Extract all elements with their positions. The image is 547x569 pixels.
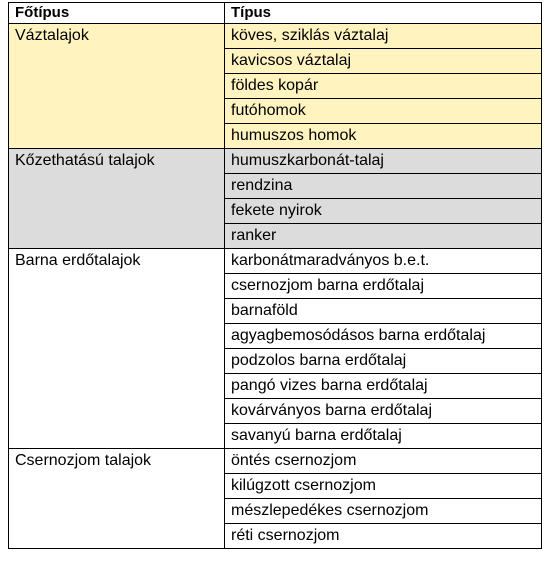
table-row — [9, 449, 542, 474]
type-cell: fekete nyirok — [225, 199, 542, 224]
type-cell: humuszkarbonát-talaj — [225, 149, 542, 174]
type-cell: réti csernozjom — [225, 524, 542, 549]
type-cell: agyagbemosódásos barna erdőtalaj — [225, 324, 542, 349]
type-cell: csernozjom barna erdőtalaj — [225, 274, 542, 299]
table-body — [9, 24, 542, 549]
type-cell: földes kopár — [225, 74, 542, 99]
type-cell: öntés csernozjom — [225, 449, 542, 474]
type-cell: kovárványos barna erdőtalaj — [225, 399, 542, 424]
table-row — [9, 249, 542, 274]
soil-types-table — [8, 2, 542, 549]
type-cell: barnaföld — [225, 299, 542, 324]
type-cell: köves, sziklás váztalaj — [225, 24, 542, 49]
main-type-cell: Váztalajok — [9, 24, 225, 149]
main-type-cell: Kőzethatású talajok — [9, 149, 225, 249]
table-row — [9, 24, 542, 49]
type-cell: ranker — [225, 224, 542, 249]
header-row — [9, 3, 542, 24]
type-cell: kilúgzott csernozjom — [225, 474, 542, 499]
type-cell: savanyú barna erdőtalaj — [225, 424, 542, 449]
type-cell: podzolos barna erdőtalaj — [225, 349, 542, 374]
table-row — [9, 149, 542, 174]
type-cell: karbonátmaradványos b.e.t. — [225, 249, 542, 274]
main-type-cell: Csernozjom talajok — [9, 449, 225, 549]
type-cell: humuszos homok — [225, 124, 542, 149]
header-main-type: Főtípus — [9, 3, 225, 24]
type-cell: mészlepedékes csernozjom — [225, 499, 542, 524]
type-cell: rendzina — [225, 174, 542, 199]
header-type: Típus — [225, 3, 542, 24]
type-cell: futóhomok — [225, 99, 542, 124]
type-cell: kavicsos váztalaj — [225, 49, 542, 74]
type-cell: pangó vizes barna erdőtalaj — [225, 374, 542, 399]
main-type-cell: Barna erdőtalajok — [9, 249, 225, 449]
